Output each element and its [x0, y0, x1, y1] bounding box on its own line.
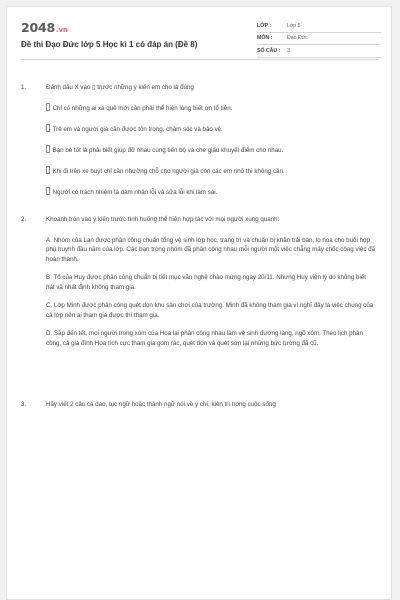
option-text: Khi đi trên xe buýt chỉ cần nhường chỗ cho người già còn các em nhỏ thì không cần.: [52, 168, 285, 175]
logo-text: 2048: [21, 20, 55, 35]
list-item: [46, 103, 376, 114]
list-item: [46, 145, 376, 156]
question-2: [21, 215, 376, 348]
option-text: Chỉ có những ai xa quê mới cần phải thể hiện lòng biết ơn tổ tiên.: [52, 105, 233, 112]
checkbox-icon[interactable]: [46, 124, 50, 132]
question-3: [21, 400, 376, 410]
list-item: [46, 166, 376, 177]
meta-label: SỐ CÂU :: [257, 47, 281, 54]
list-item: D. Sắp đến tết, mọi người trong xóm của Hoa lại phân công nhau làm vệ sinh đường làng, ngõ xóm. Theo lịch phân công, cả gia đình Hoa tích cực tham gia gom rác, quét dọn và quét sơn lại những bức tường đã cũ.: [46, 330, 363, 347]
list-item: [46, 187, 376, 198]
list-item: B. Tổ của Huy được phân công chuẩn bị tiết mục văn nghệ chào mừng ngày 20/11. Nhưng Huy viện lý do không biết hát và nhất định không tham gia.: [46, 274, 366, 291]
exam-title: Đề thi Đạo Đức lớp 5 Học kì 1 có đáp án (Đề 8): [21, 40, 198, 49]
question-text: Hãy viết 2 câu ca dao, tục ngữ hoặc thành ngữ nói về ý chí, kiên trì trong cuộc sống: [46, 401, 276, 408]
question-number: 3.: [21, 401, 27, 408]
meta-row-subject: [257, 33, 381, 46]
option-text: Người có trách nhiệm là dám nhận lỗi và sửa lỗi khi làm sai.: [52, 189, 218, 196]
question-number: 1.: [21, 84, 27, 91]
meta-label: LỚP :: [257, 22, 272, 29]
header-divider: [21, 59, 379, 60]
checkbox-icon[interactable]: [46, 145, 50, 153]
question-text: Khoanh tròn vào ý kiến trước tình huống thể hiện hợp tác với mọi người xung quanh:: [46, 216, 280, 223]
meta-row-question-count: [257, 45, 381, 58]
checkbox-icon[interactable]: [46, 187, 50, 195]
site-logo[interactable]: [21, 20, 68, 35]
exam-page: [6, 6, 392, 600]
meta-value-question-count: 3: [287, 47, 290, 54]
checkbox-icon[interactable]: [46, 166, 50, 174]
list-item: [46, 124, 376, 135]
question-number: 2.: [21, 216, 27, 223]
list-item: C. Lớp Minh được phân công quét dọn khu sân chơi của trường. Minh đã không tham gia vì nghĩ đây là việc chung của cả lớp nên ai tham gia được thì tham gia.: [46, 302, 374, 319]
checkbox-icon[interactable]: [46, 103, 50, 111]
exam-meta: [257, 20, 381, 58]
list-item: A. Nhóm của Lan được phân công chuẩn tổng vệ sinh lớp học, trang trí và chuẩn bị khăn trải bàn, lọ hoa cho buổi họp phụ huynh đầu năm của lớp. Các bạn trong nhóm đã phân công nhau mỗi người một việc chẳng mấy chốc công việc đã hoàn thành.: [46, 236, 376, 263]
meta-value-class: Lớp 5: [287, 22, 301, 29]
question-1: [21, 83, 376, 198]
logo-suffix: .vn: [56, 26, 68, 34]
option-text: Trẻ em và người già cần được tôn trọng, chăm sóc và bảo vệ.: [52, 126, 223, 133]
question-text: Đánh dấu X vào ▯ trước những ý kiến em cho là đúng: [46, 84, 194, 91]
meta-value-subject: Đạo Đức: [287, 35, 308, 42]
meta-row-class: [257, 20, 381, 33]
meta-label: MÔN :: [257, 35, 273, 42]
option-text: Bạn bè tốt là phải biết giúp đỡ nhau cùng tiến bộ và che giấu khuyết điểm cho nhau.: [52, 147, 284, 154]
